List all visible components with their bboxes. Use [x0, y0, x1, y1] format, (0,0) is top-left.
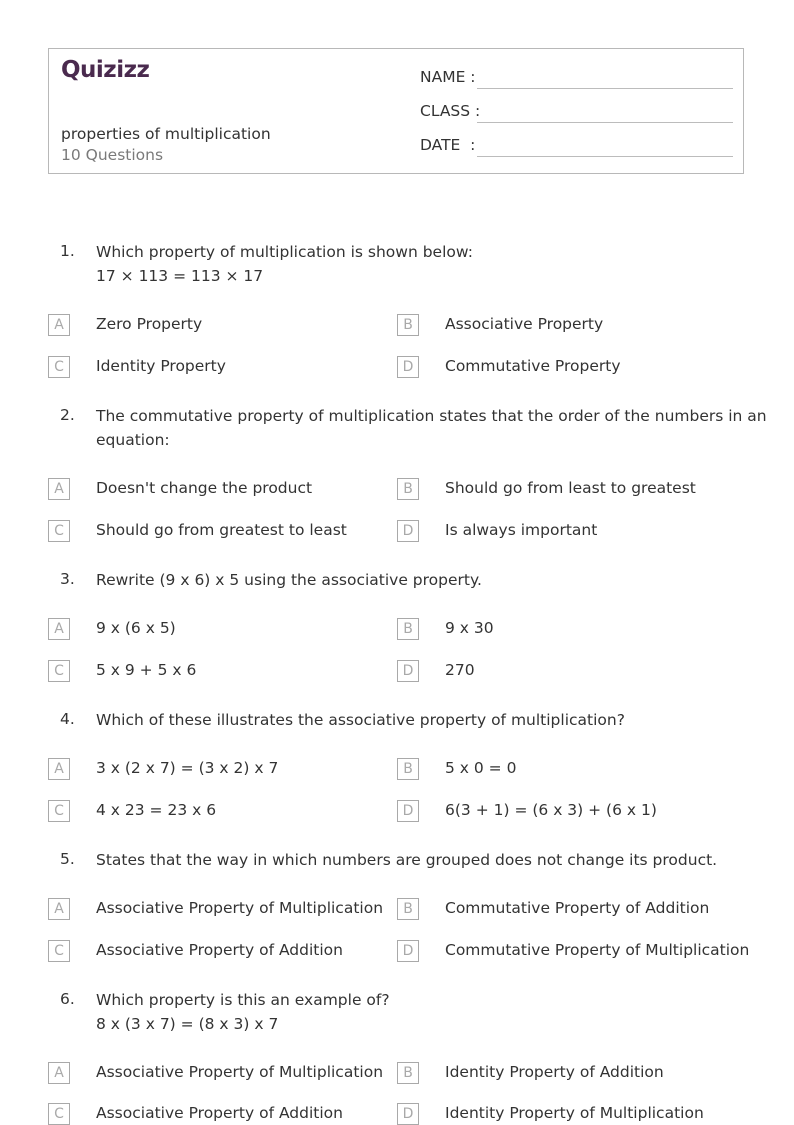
question-line: Which of these illustrates the associative property of multiplication?	[96, 711, 625, 729]
option-text: Associative Property	[445, 315, 604, 333]
question-line: The commutative property of multiplication states that the order of the numbers in an	[96, 407, 767, 425]
worksheet-header	[48, 48, 744, 174]
question-text	[96, 404, 767, 452]
option-box[interactable]: A	[48, 478, 70, 500]
question-line: Rewrite (9 x 6) x 5 using the associative property.	[96, 571, 482, 589]
question-text	[96, 568, 746, 592]
question-text	[96, 240, 746, 288]
option-box[interactable]: C	[48, 1103, 70, 1125]
question-line: 17 × 113 = 113 × 17	[96, 267, 264, 285]
option-box[interactable]: C	[48, 660, 70, 682]
option-box[interactable]: D	[397, 520, 419, 542]
question-number: 6.	[60, 990, 75, 1008]
option-box[interactable]: D	[397, 800, 419, 822]
option-text: Is always important	[445, 521, 598, 539]
option-text: Commutative Property of Multiplication	[445, 941, 750, 959]
option-text: Associative Property of Addition	[96, 1104, 343, 1122]
question-line: States that the way in which numbers are grouped does not change its product.	[96, 851, 718, 869]
question-text	[96, 848, 746, 872]
option-text: Zero Property	[96, 315, 203, 333]
option-box[interactable]: C	[48, 800, 70, 822]
option-text: 4 x 23 = 23 x 6	[96, 801, 217, 819]
name-line[interactable]	[477, 88, 733, 89]
option-box[interactable]: C	[48, 520, 70, 542]
option-box[interactable]: A	[48, 314, 70, 336]
option-text: Identity Property	[96, 357, 226, 375]
option-text: Doesn't change the product	[96, 479, 313, 497]
option-box[interactable]: D	[397, 1103, 419, 1125]
date-line[interactable]	[477, 156, 733, 157]
question-line: 8 x (3 x 7) = (8 x 3) x 7	[96, 1015, 279, 1033]
option-box[interactable]: A	[48, 758, 70, 780]
option-text: Identity Property of Multiplication	[445, 1104, 704, 1122]
option-box[interactable]: D	[397, 940, 419, 962]
option-text: Should go from greatest to least	[96, 521, 347, 539]
date-field[interactable]	[420, 136, 475, 154]
question-text	[96, 988, 746, 1036]
option-box[interactable]: B	[397, 618, 419, 640]
option-box[interactable]: C	[48, 356, 70, 378]
option-box[interactable]: D	[397, 356, 419, 378]
option-text: Associative Property of Addition	[96, 941, 343, 959]
option-box[interactable]: B	[397, 478, 419, 500]
option-box[interactable]: A	[48, 898, 70, 920]
option-text: Commutative Property	[445, 357, 621, 375]
name-label: NAME :	[420, 68, 476, 86]
quizizz-logo: Quizizz	[61, 57, 150, 83]
class-label: CLASS :	[420, 102, 481, 120]
option-text: 9 x (6 x 5)	[96, 619, 176, 637]
date-label: DATE :	[420, 136, 476, 154]
question-line: Which property of multiplication is shown below:	[96, 243, 473, 261]
class-line[interactable]	[477, 122, 733, 123]
option-box[interactable]: D	[397, 660, 419, 682]
option-text: 5 x 9 + 5 x 6	[96, 661, 197, 679]
question-number: 2.	[60, 406, 75, 424]
worksheet-title: properties of multiplication	[61, 125, 271, 143]
question-line: equation:	[96, 431, 170, 449]
option-box[interactable]: B	[397, 758, 419, 780]
option-text: Associative Property of Multiplication	[96, 1063, 384, 1081]
option-text: 9 x 30	[445, 619, 494, 637]
question-number: 4.	[60, 710, 75, 728]
option-text: 3 x (2 x 7) = (3 x 2) x 7	[96, 759, 279, 777]
question-number: 1.	[60, 242, 75, 260]
question-count: 10 Questions	[61, 146, 164, 164]
class-field[interactable]	[420, 102, 480, 120]
option-box[interactable]: B	[397, 898, 419, 920]
name-field[interactable]	[420, 68, 476, 86]
option-box[interactable]: C	[48, 940, 70, 962]
option-text: Identity Property of Addition	[445, 1063, 664, 1081]
option-text: Commutative Property of Addition	[445, 899, 710, 917]
option-text: 5 x 0 = 0	[445, 759, 517, 777]
option-text: 270	[445, 661, 475, 679]
question-line: Which property is this an example of?	[96, 991, 390, 1009]
option-text: Associative Property of Multiplication	[96, 899, 384, 917]
option-text: Should go from least to greatest	[445, 479, 696, 497]
question-text	[96, 708, 746, 732]
question-number: 3.	[60, 570, 75, 588]
option-box[interactable]: A	[48, 1062, 70, 1084]
option-box[interactable]: A	[48, 618, 70, 640]
option-text: 6(3 + 1) = (6 x 3) + (6 x 1)	[445, 801, 657, 819]
option-box[interactable]: B	[397, 1062, 419, 1084]
option-box[interactable]: B	[397, 314, 419, 336]
question-number: 5.	[60, 850, 75, 868]
